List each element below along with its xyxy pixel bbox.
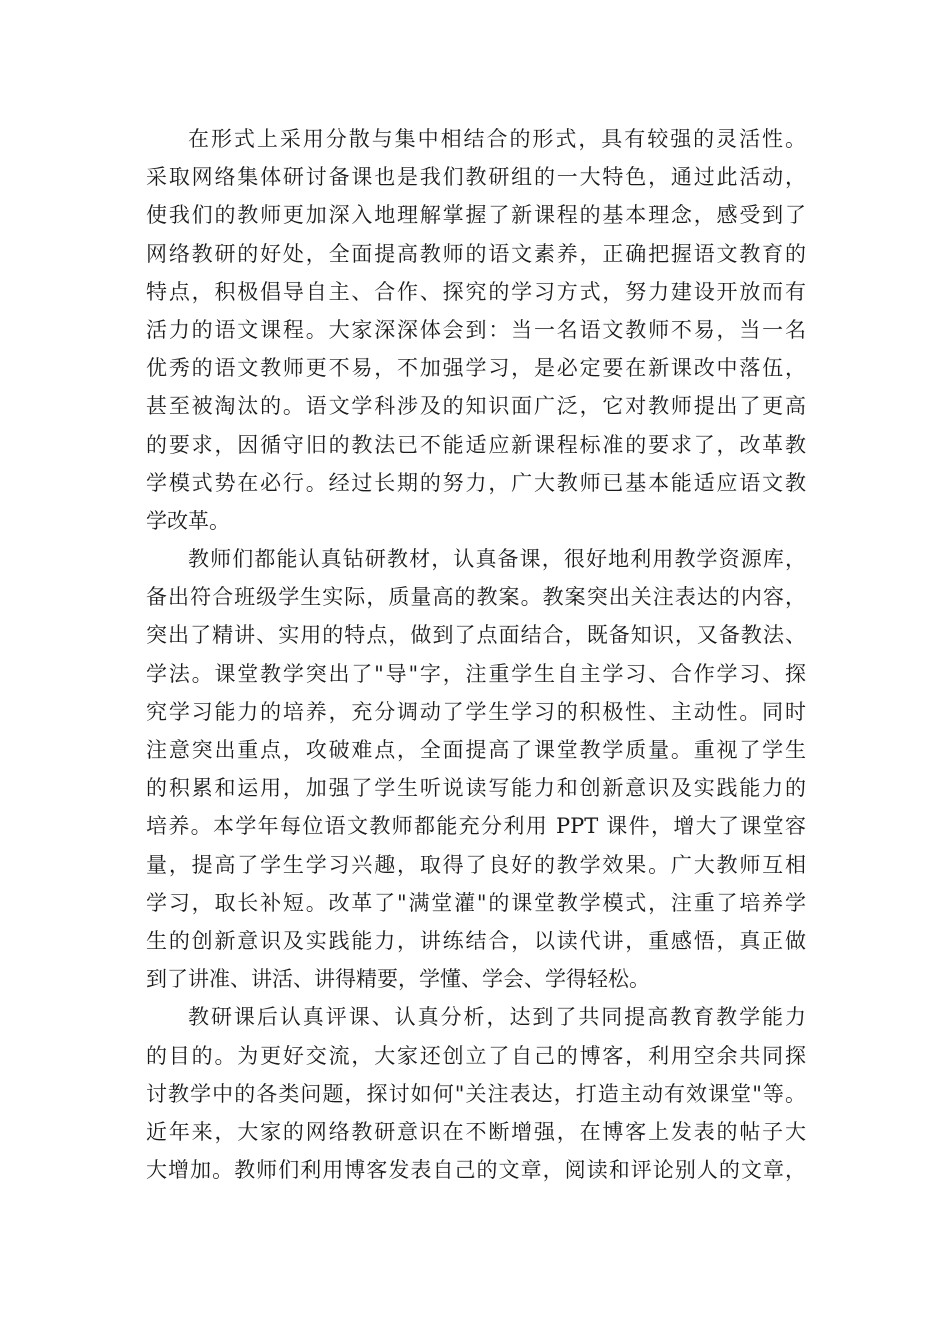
text-line: 生的创新意识及实践能力，讲练结合，以读代讲，重感悟，真正做: [146, 928, 806, 953]
text-line: 活力的语文课程。大家深深体会到：当一名语文教师不易，当一名: [146, 317, 806, 342]
text-line: 注意突出重点，攻破难点，全面提高了课堂教学质量。重视了学生: [146, 738, 806, 762]
text-line: 教师们都能认真钻研教材，认真备课，很好地利用教学资源库，: [188, 547, 806, 572]
text-line: 采取网络集体研讨备课也是我们教研组的一大特色，通过此活动，: [146, 165, 806, 190]
text-line: 讨教学中的各类问题，探讨如何"关注表达，打造主动有效课堂"等。: [146, 1081, 806, 1106]
text-line: 网络教研的好处，全面提高教师的语文素养，正确把握语文教育的: [146, 241, 806, 266]
text-line: 学模式势在必行。经过长期的努力，广大教师已基本能适应语文教: [146, 470, 806, 495]
text-line: 到了讲准、讲活、讲得精要，学懂、学会、学得轻松。: [146, 967, 650, 992]
text-line: 近年来，大家的网络教研意识在不断增强，在博客上发表的帖子大: [146, 1119, 806, 1144]
text-line: 备出符合班级学生实际，质量高的教案。教案突出关注表达的内容，: [146, 585, 806, 610]
paragraph-1: [146, 120, 806, 540]
text-line: 的要求，因循守旧的教法已不能适应新课程标准的要求了，改革教: [146, 432, 806, 457]
text-line: 甚至被淘汰的。语文学科涉及的知识面广泛，它对教师提出了更高: [146, 394, 806, 419]
text-line: 学习，取长补短。改革了"满堂灌"的课堂教学模式，注重了培养学: [146, 890, 806, 915]
text-line: 量，提高了学生学习兴趣，取得了良好的教学效果。广大教师互相: [146, 852, 806, 877]
paragraph-3: [146, 998, 806, 1189]
text-line: 究学习能力的培养，充分调动了学生学习的积极性、主动性。同时: [146, 699, 806, 724]
paragraph-2: [146, 540, 806, 998]
text-line: 大增加。教师们利用博客发表自己的文章，阅读和评论别人的文章，: [146, 1158, 806, 1183]
text-line: 学改革。: [146, 508, 230, 533]
body-text: [146, 120, 806, 1189]
text-line: 教研课后认真评课、认真分析，达到了共同提高教育教学能力: [188, 1005, 806, 1030]
text-line: 特点，积极倡导自主、合作、探究的学习方式，努力建设开放而有: [146, 279, 806, 304]
text-line: 优秀的语文教师更不易，不加强学习，是必定要在新课改中落伍，: [146, 356, 806, 381]
text-line: 学法。课堂教学突出了"导"字，注重学生自主学习、合作学习、探: [146, 661, 806, 686]
text-line: 的积累和运用，加强了学生听说读写能力和创新意识及实践能力的: [146, 776, 806, 801]
text-line: 培养。本学年每位语文教师都能充分利用 PPT 课件，增大了课堂容: [146, 814, 806, 839]
text-line: 的目的。为更好交流，大家还创立了自己的博客，利用空余共同探: [146, 1043, 806, 1068]
text-line: 突出了精讲、实用的特点，做到了点面结合，既备知识，又备教法、: [146, 623, 806, 648]
text-line: 在形式上采用分散与集中相结合的形式，具有较强的灵活性。: [188, 127, 806, 151]
text-line: 使我们的教师更加深入地理解掌握了新课程的基本理念，感受到了: [146, 203, 806, 228]
